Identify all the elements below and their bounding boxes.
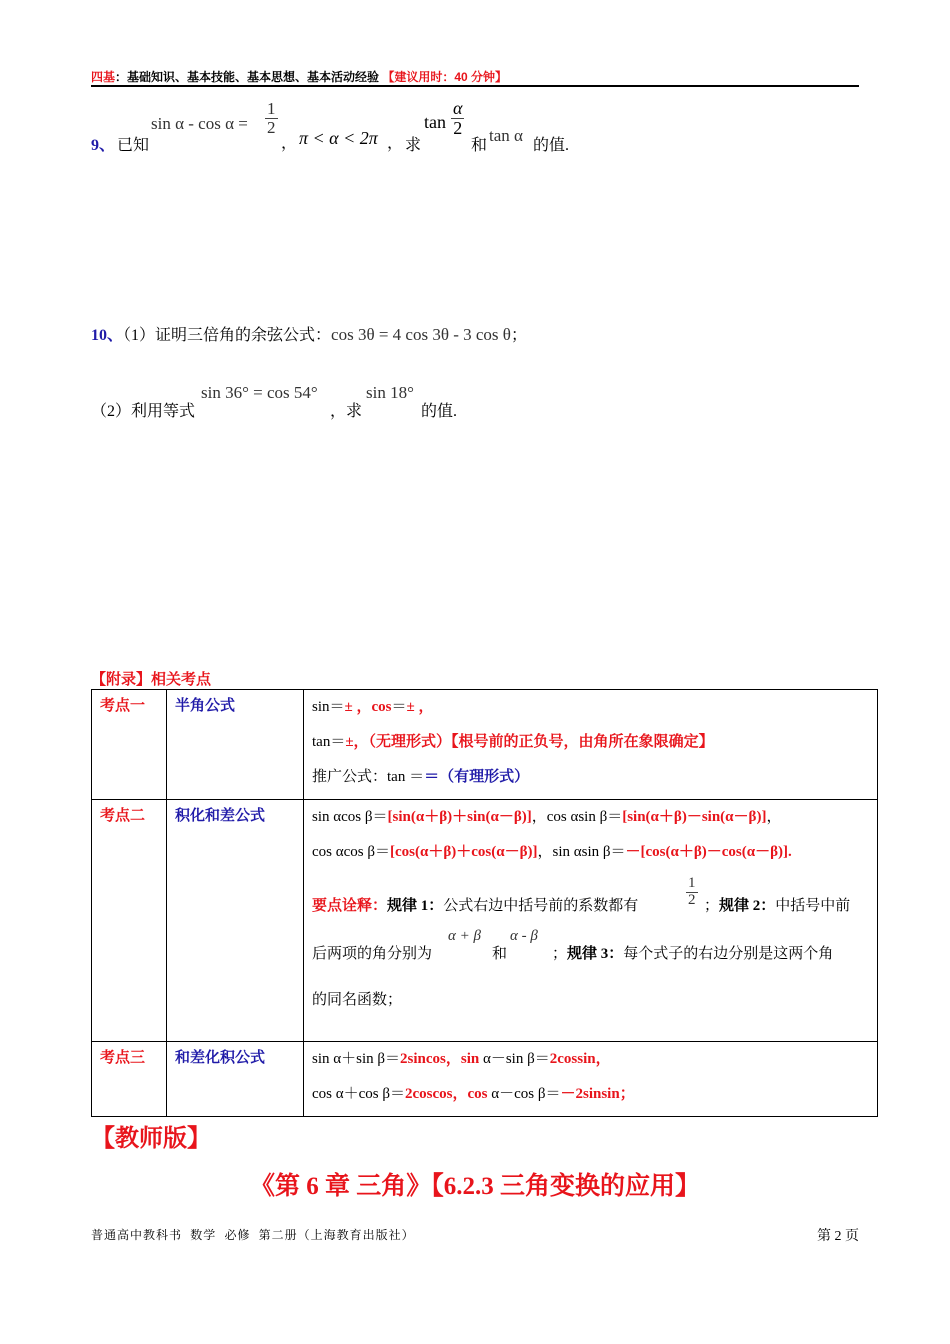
q9-comma2: ， (387, 135, 404, 152)
q9-range: π < α < 2π (299, 128, 378, 148)
q10-p2-target: sin 18° (366, 383, 414, 402)
q9-qiu: 求 (405, 137, 422, 154)
q10-number: 10、 (91, 327, 124, 344)
header-items: ：基础知识、基本技能、基本思想、基本活动经验 (115, 70, 380, 84)
q10-p2-formula: sin 36° = cos 54° (201, 383, 318, 402)
footer-book-info: 普通高中教科书 数学 必修 第二册（上海教育出版社） (91, 1228, 415, 1242)
table-row (92, 1042, 878, 1117)
row1-content: sin＝± ，cos＝± ， tan＝±，（无理形式）【根号前的正负号，由角所在象限确定】 推广公式：tan ＝＝（有理形式） (304, 690, 878, 800)
q9-tail: 的值. (533, 137, 570, 154)
question-10-part1 (91, 322, 851, 345)
header-siji: 四基 (91, 70, 116, 84)
q9-tan-alpha: tan α (489, 126, 523, 145)
q9-known: 已知 (117, 137, 150, 154)
row2-key: 考点二 (92, 800, 167, 1042)
table-row (92, 690, 878, 800)
q9-fraction-half: $\frac{1}{2}$ (267, 99, 276, 137)
q9-he: 和 (471, 137, 488, 154)
q10-p2-label: （2）利用等式 (91, 403, 196, 420)
q9-number: 9、 (91, 137, 116, 154)
row3-name: 和差化积公式 (167, 1042, 304, 1117)
footer-page-number: 第 2 页 (817, 1229, 859, 1244)
q9-half-angle: $\frac{\alpha}{2}$ (453, 98, 463, 138)
row1-name: 半角公式 (167, 690, 304, 800)
q10-p1-label: （1）证明三倍角的余弦公式： (123, 327, 332, 344)
row2-content: sin αcos β＝[sin(α＋β)＋sin(α－β)]，cos αsin β＝[sin(α＋β)－sin(α－β)]， cos αcos β＝[cos(α＋β)＋cos(α－β)]，sin αsin β＝－[cos(α＋β)－cos(α－β)]. 要点诠释：规律 1：公式右边中括号前的系数都有 $\frac{1}{2}$ ；规律 2：中括号中前 后两项的角分别为 α + β 和 α - β ；规律 3：每个式子的右边分别是这两个角 的同名函数； (304, 800, 878, 1042)
row3-content: sin α＋sin β＝2sincos，sin α－sin β＝2cossin， cos α＋cos β＝2coscos，cos α－cos β＝－2sinsin； (304, 1042, 878, 1117)
q10-p1-end: ； (510, 327, 527, 344)
row1-key: 考点一 (92, 690, 167, 800)
question-9 (91, 98, 851, 158)
row2-name: 积化和差公式 (167, 800, 304, 1042)
rule1-half-fraction: $\frac{1}{2}$ (688, 875, 696, 908)
q10-p2-end: 的值. (421, 403, 458, 420)
row3-key: 考点三 (92, 1042, 167, 1117)
question-10-part2 (91, 380, 851, 420)
chapter-title: 《第 6 章 三角》【6.2.3 三角变换的应用】 (249, 1173, 700, 1200)
appendix-title: 【附录】相关考点 (91, 672, 212, 688)
q9-comma1: ， (281, 135, 298, 152)
q9-tan: tan (424, 112, 446, 132)
header-time: 【建议用时：40 分钟】 (382, 70, 508, 84)
teacher-edition-label: 【教师版】 (91, 1126, 211, 1152)
appendix-table (91, 689, 878, 1117)
header-rule (91, 85, 859, 87)
page-header (91, 68, 859, 85)
table-row (92, 800, 878, 1042)
q9-expr: sin α - cos α = (151, 114, 248, 133)
q10-p1-formula: cos 3θ = 4 cos 3θ - 3 cos θ (331, 325, 511, 344)
q10-p2-mid: ，求 (330, 403, 363, 420)
